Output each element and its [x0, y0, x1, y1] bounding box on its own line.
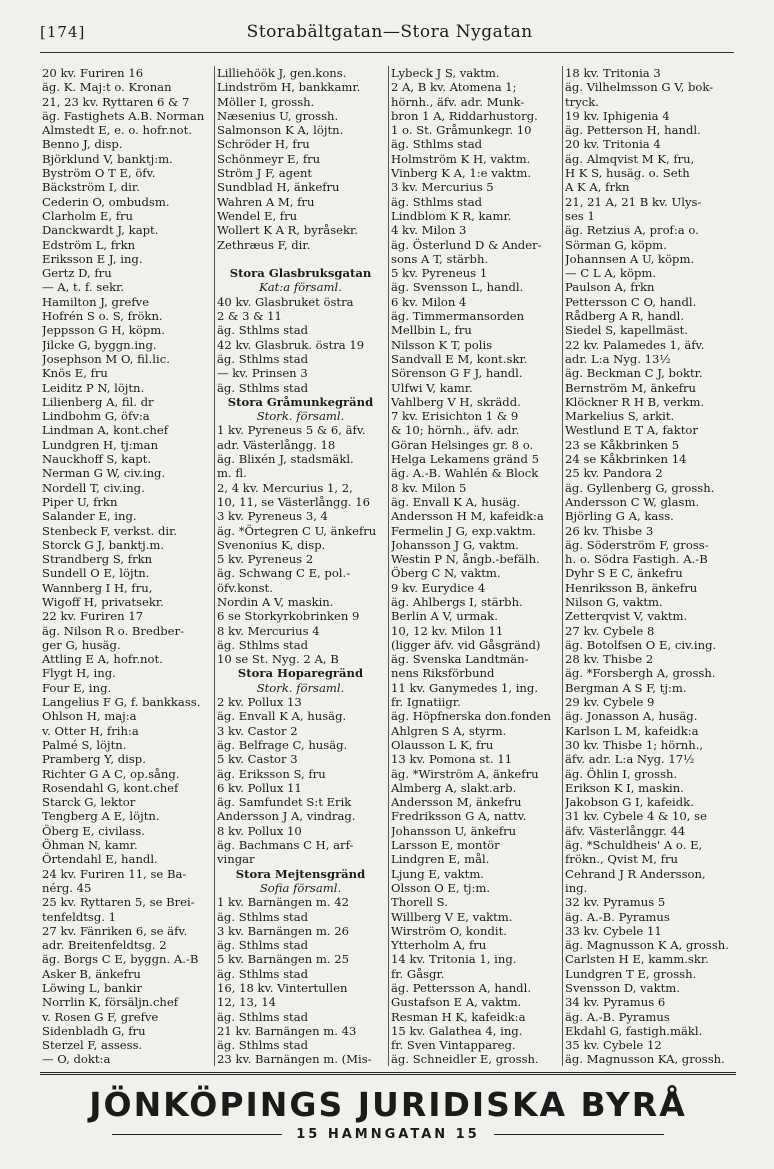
directory-entry: Stork. församl.	[256, 680, 345, 695]
directory-entry: fr. Gåsgr.	[391, 966, 445, 981]
directory-entry: 5 kv. Pyreneus 2	[217, 552, 314, 567]
directory-entry: äg. Pettersson A, handl.	[391, 981, 532, 995]
directory-entry: 8 kv. Milon 5	[391, 480, 467, 495]
directory-entry: 25 kv. Pandora 2	[565, 466, 663, 481]
directory-entry: Fredriksson G A, nattv.	[391, 809, 527, 824]
directory-entry: Westin P N, ångb.-befälh.	[391, 552, 540, 567]
directory-entry: Siedel S, kapellmäst.	[565, 323, 688, 338]
directory-entry: 3 kv. Mercurius 5	[391, 180, 494, 195]
directory-entry: Lybeck J S, vaktm.	[391, 66, 500, 80]
directory-entry: Mellbin L, fru	[391, 323, 472, 338]
left-rule	[112, 1134, 282, 1135]
directory-entry: Palmé S, löjtn.	[42, 737, 127, 752]
directory-entry: äg. Blixén J, stadsmäkl.	[217, 452, 354, 467]
directory-entry: äg. Magnusson K A, grossh.	[565, 938, 729, 953]
directory-entry: Ekdahl G, fastigh.mäkl.	[565, 1023, 703, 1038]
directory-entry: Storck G J, banktj.m.	[42, 537, 165, 552]
right-rule	[494, 1134, 664, 1135]
directory-entry: Thorell S.	[391, 895, 448, 910]
directory-entry: äg. Jonasson A, husäg.	[565, 709, 698, 724]
directory-entry: Wahren A M, fru	[217, 194, 315, 209]
directory-entry: Salander E, ing.	[42, 509, 137, 524]
directory-entry: Olausson L K, fru	[391, 737, 494, 752]
directory-entry: adr. L:a Nyg. 13½	[565, 351, 671, 366]
directory-entry: äg. Bachmans C H, arf-	[217, 838, 354, 853]
directory-entry: äg. Samfundet S:t Erik	[217, 795, 352, 810]
directory-entry: Svensson D, vaktm.	[565, 981, 680, 995]
directory-entry: äg. Sthlms stad	[217, 637, 309, 652]
directory-entry: 40 kv. Glasbruket östra	[217, 294, 354, 309]
directory-entry: äg. A.-B. Wahlén & Block	[391, 466, 539, 481]
directory-entry: äg. *Örtegren C U, änkefru	[217, 523, 377, 538]
directory-entry: Piper U, frkn	[42, 494, 118, 509]
directory-entry: 20 kv. Furiren 16	[42, 66, 144, 80]
directory-entry: äg. Söderström F, gross-	[565, 537, 709, 552]
directory-entry: äg. K. Maj:t o. Kronan	[42, 80, 172, 95]
directory-entry: 1 o. St. Gråmunkegr. 10	[391, 123, 532, 138]
directory-entry: 13 kv. Pomona st. 11	[391, 752, 513, 767]
directory-entry: Markelius S, arkit.	[565, 409, 675, 424]
directory-entry: Ljung E, vaktm.	[391, 866, 484, 881]
directory-entry: Richter G A C, op.sång.	[42, 766, 180, 781]
directory-entry: Öberg E, civilass.	[42, 823, 145, 838]
directory-entry: 8 kv. Pollux 10	[217, 823, 302, 838]
directory-entry: 42 kv. Glasbruk. östra 19	[217, 337, 365, 352]
directory-entry: Salmonson K A, löjtn.	[217, 123, 344, 138]
directory-entry: h. o. Södra Fastigh. A.-B	[565, 552, 708, 567]
directory-entry: Johannsen A U, köpm.	[565, 251, 695, 266]
directory-entry: öfv.konst.	[217, 580, 273, 595]
directory-entry: Lindblom K R, kamr.	[391, 208, 512, 223]
directory-entry: Jakobson G I, kafeidk.	[565, 795, 694, 810]
column-3	[388, 66, 562, 1066]
directory-entry: — O, dokt:a	[42, 1052, 111, 1066]
directory-entry: Ohlson H, maj:a	[42, 709, 137, 724]
directory-entry: Clarholm E, fru	[42, 208, 134, 223]
directory-entry: äg. Sthlms stad	[217, 1009, 309, 1024]
directory-entry: hörnh., äfv. adr. Munk-	[391, 94, 525, 109]
directory-entry: äg. Eriksson S, fru	[217, 766, 326, 781]
directory-entry: Cehrand J R Andersson,	[565, 866, 706, 881]
directory-entry: Pettersson C O, handl.	[565, 294, 697, 309]
directory-entry: Westlund E T A, faktor	[565, 423, 698, 438]
advertisement-address: 15 HAMNGATAN 15	[296, 1127, 480, 1142]
directory-entry: 10, 11, se Västerlångg. 16	[217, 494, 371, 509]
directory-entry: 22 kv. Palamedes 1, äfv.	[565, 337, 705, 352]
directory-entry: äg. Botolfsen O E, civ.ing.	[565, 637, 717, 652]
directory-entry: Benno J, disp.	[42, 137, 123, 152]
directory-entry: äg. Sthlms stad	[217, 351, 309, 366]
directory-entry: 20 kv. Tritonia 4	[565, 137, 661, 152]
directory-entry: Löwing L, bankir	[42, 981, 143, 995]
directory-entry: v. Rosen G F, grefve	[42, 1009, 159, 1024]
directory-entry: äg. Sthlms stad	[217, 1038, 309, 1053]
directory-entry: Zethræus F, dir.	[217, 237, 311, 252]
directory-entry: 33 kv. Cybele 11	[565, 923, 662, 938]
directory-entry: Wannberg I H, fru,	[42, 580, 153, 595]
directory-entry: Lindström H, bankkamr.	[217, 80, 361, 95]
directory-entry: Vinberg K A, 1:e vaktm.	[391, 166, 532, 181]
directory-entry: Sterzel F, assess.	[42, 1038, 143, 1053]
directory-columns	[40, 66, 736, 1066]
directory-entry: Ytterholm A, fru	[391, 938, 487, 953]
directory-entry: äg. *Wirström A, änkefru	[391, 766, 539, 781]
directory-entry: äg. Beckman C J, boktr.	[565, 366, 703, 381]
directory-entry: tryck.	[565, 94, 599, 109]
directory-entry: Asker B, änkefru	[42, 966, 141, 981]
directory-entry: Sörman G, köpm.	[565, 237, 667, 252]
directory-entry: äg. A.-B. Pyramus	[565, 1009, 670, 1024]
directory-entry: Knös E, fru	[42, 366, 108, 381]
directory-entry: 34 kv. Pyramus 6	[565, 995, 666, 1010]
directory-entry: 3 kv. Barnängen m. 26	[217, 923, 350, 938]
directory-entry: 6 kv. Pollux 11	[217, 780, 302, 795]
directory-entry: 5 kv. Castor 3	[217, 752, 298, 767]
directory-entry: Schönmeyr E, fru	[217, 151, 321, 166]
directory-entry: äg. Österlund D & Ander-	[391, 237, 542, 252]
directory-entry: 31 kv. Cybele 4 & 10, se	[565, 809, 707, 824]
directory-entry: 23 kv. Barnängen m. (Mis-	[217, 1052, 372, 1066]
directory-entry: Klöckner R H B, verkm.	[565, 394, 705, 409]
directory-entry: Nauckhoff S, kapt.	[42, 452, 152, 467]
directory-entry: Næsenius U, grossh.	[217, 108, 339, 123]
directory-entry: Ahlgren S A, styrm.	[391, 723, 507, 738]
directory-entry: 5 kv. Pyreneus 1	[391, 266, 488, 281]
directory-entry: 6 kv. Milon 4	[391, 294, 467, 309]
directory-entry: frökn., Qvist M, fru	[565, 852, 678, 867]
directory-entry: & 10; hörnh., äfv. adr.	[391, 423, 520, 438]
directory-entry: 1 kv. Barnängen m. 42	[217, 895, 350, 910]
directory-entry: Berlin A V, urmak.	[391, 609, 498, 624]
directory-entry: H K S, husäg. o. Seth	[565, 166, 690, 181]
directory-entry: Öhman N, kamr.	[42, 838, 138, 853]
directory-entry: adr. Breitenfeldtsg. 2	[42, 938, 167, 953]
directory-entry: 12, 13, 14	[217, 995, 276, 1010]
directory-entry: Resman H K, kafeidk:a	[391, 1009, 526, 1024]
directory-entry: Ström J F, agent	[217, 166, 313, 181]
directory-entry: Tengberg A E, löjtn.	[42, 809, 160, 824]
directory-entry: Wirström O, kondit.	[391, 923, 507, 938]
directory-entry: 21 kv. Barnängen m. 43	[217, 1023, 357, 1038]
directory-entry: Gertz D, fru	[42, 266, 112, 281]
directory-entry: 6 se Storkyrkobrinken 9	[217, 609, 360, 624]
directory-entry: äg. Sthlms stad	[217, 966, 309, 981]
directory-entry: Lindgren E, mål.	[391, 852, 490, 867]
directory-entry: Andersson J A, vindrag.	[217, 809, 356, 824]
directory-entry: äg. Petterson H, handl.	[565, 123, 701, 138]
directory-entry: Helga Lekamens gränd 5	[391, 452, 539, 467]
directory-entry: äg. Vilhelmsson G V, bok-	[565, 80, 714, 95]
directory-entry: äfv. Västerlånggr. 44	[565, 823, 686, 838]
directory-entry: 1 kv. Pyreneus 5 & 6, äfv.	[217, 423, 366, 438]
directory-entry: Carlsten H E, kamm.skr.	[565, 952, 709, 967]
directory-entry: Norrlin K, försäljn.chef	[42, 995, 179, 1010]
directory-entry: äg. Sthlms stad	[217, 323, 309, 338]
directory-entry: äg. *Schuldheis' A o. E,	[565, 838, 703, 853]
directory-entry: Danckwardt J, kapt.	[42, 223, 159, 238]
directory-entry: Bäckström I, dir.	[42, 180, 140, 195]
directory-entry: Fermelin J G, exp.vaktm.	[391, 523, 537, 538]
directory-entry: 2 kv. Pollux 13	[217, 695, 302, 710]
directory-entry: äg. Schneidler E, grossh.	[391, 1052, 539, 1066]
column-4	[562, 66, 736, 1066]
directory-entry: 2, 4 kv. Mercurius 1, 2,	[217, 480, 353, 495]
directory-entry: — C L A, köpm.	[565, 266, 657, 281]
directory-entry: nérg. 45	[42, 880, 92, 895]
directory-entry: Sörenson G F J, handl.	[391, 366, 523, 381]
directory-entry: Byström O T E, öfv.	[42, 166, 156, 181]
column-2	[214, 66, 388, 1066]
directory-entry: Sandvall E M, kont.skr.	[391, 351, 528, 366]
directory-entry: Sundell O E, löjtn.	[42, 566, 150, 581]
directory-entry: äg. Envall K A, husäg.	[391, 494, 521, 509]
directory-entry: 22 kv. Furiren 17	[42, 609, 144, 624]
directory-entry: äg. A.-B. Pyramus	[565, 909, 670, 924]
directory-entry: Leiditz P N, löjtn.	[42, 380, 145, 395]
directory-entry: äg. Sthlms stad	[217, 938, 309, 953]
directory-entry: Andersson M, änkefru	[391, 795, 522, 810]
directory-entry: 27 kv. Cybele 8	[565, 623, 655, 638]
directory-entry: Nilsson K T, polis	[391, 337, 493, 352]
directory-entry: 27 kv. Fänriken 6, se äfv.	[42, 923, 188, 938]
directory-entry: bron 1 A, Riddarhustorg.	[391, 108, 538, 123]
directory-entry: äg. Borgs C E, byggn. A.-B	[42, 952, 199, 967]
directory-entry: Rådberg A R, handl.	[565, 309, 685, 324]
directory-entry: 26 kv. Thisbe 3	[565, 523, 654, 538]
directory-entry: adr. Västerlångg. 18	[217, 437, 336, 452]
directory-entry: Wendel E, fru	[217, 208, 298, 223]
directory-entry: Stora Glasbruksgatan	[229, 266, 372, 281]
directory-entry: Larsson E, montör	[391, 838, 500, 853]
directory-entry: 3 kv. Pyreneus 3, 4	[217, 509, 328, 524]
directory-entry: Stora Gråmunkegränd	[227, 394, 374, 409]
directory-entry: Karlson L M, kafeidk:a	[565, 723, 699, 738]
advertisement-title: JÖNKÖPINGS JURIDISKA BYRÅ	[89, 1085, 687, 1124]
directory-entry: Langelius F G, f. bankkass.	[42, 695, 201, 710]
directory-entry: Sidenbladh G, fru	[42, 1023, 146, 1038]
directory-entry: 24 se Kåkbrinken 14	[565, 452, 687, 467]
directory-entry: Dyhr S E C, änkefru	[565, 566, 683, 581]
directory-entry: Johansson U, änkefru	[391, 823, 517, 838]
directory-entry: Erikson K I, maskin.	[565, 780, 684, 795]
directory-entry: äg. Sthlms stad	[217, 909, 309, 924]
directory-entry: 16, 18 kv. Vintertullen	[217, 981, 348, 995]
directory-entry: Kat:a församl.	[259, 280, 342, 295]
directory-entry: Nerman G W, civ.ing.	[42, 466, 166, 481]
directory-entry: 21, 21 A, 21 B kv. Ulys-	[565, 194, 702, 209]
directory-entry: Gustafson E A, vaktm.	[391, 995, 522, 1010]
directory-entry: — A, t. f. sekr.	[42, 280, 125, 295]
directory-entry: Vahlberg V H, skrädd.	[391, 394, 521, 409]
directory-entry: 28 kv. Thisbe 2	[565, 652, 654, 667]
page-header	[40, 22, 734, 53]
directory-entry: Andersson C W, glasm.	[565, 494, 700, 509]
page-number: [174]	[40, 23, 86, 41]
directory-entry: 5 kv. Barnängen m. 25	[217, 952, 350, 967]
directory-entry: 15 kv. Galathea 4, ing.	[391, 1023, 523, 1038]
directory-entry: 2 & 3 & 11	[217, 309, 282, 324]
directory-entry: äg. Höpfnerska don.fonden	[391, 709, 551, 724]
directory-entry: Lindbohm G, öfv:a	[42, 409, 150, 424]
directory-entry: Paulson A, frkn	[565, 280, 655, 295]
directory-entry: äg. Belfrage C, husäg.	[217, 737, 348, 752]
directory-entry: Four E, ing.	[42, 680, 112, 695]
directory-entry: 30 kv. Thisbe 1; hörnh.,	[565, 737, 704, 752]
directory-entry: äg. Fastighets A.B. Norman	[42, 108, 205, 123]
directory-entry: 29 kv. Cybele 9	[565, 695, 655, 710]
directory-entry: äg. *Forsbergh A, grossh.	[565, 666, 716, 681]
directory-entry: Holmström K H, vaktm.	[391, 151, 531, 166]
directory-entry: äg. Nilson R o. Bredber-	[42, 623, 184, 638]
directory-entry: äg. Sthlms stad	[391, 194, 483, 209]
directory-entry: Hamilton J, grefve	[42, 294, 150, 309]
directory-entry: äg. Magnusson KA, grossh.	[565, 1052, 725, 1066]
directory-entry: Henriksson B, änkefru	[565, 580, 698, 595]
directory-entry: Josephson M O, fil.lic.	[42, 351, 170, 366]
directory-entry: Attling E A, hofr.not.	[42, 652, 163, 667]
directory-entry: Willberg V E, vaktm.	[391, 909, 513, 924]
directory-entry: Sundblad H, änkefru	[217, 180, 340, 195]
directory-entry: 10, 12 kv. Milon 11	[391, 623, 504, 638]
directory-entry: Olsson O E, tj:m.	[391, 880, 491, 895]
directory-entry	[217, 252, 384, 266]
directory-entry: Flygt H, ing.	[42, 666, 116, 681]
directory-entry: Nordin A V, maskin.	[217, 594, 334, 609]
directory-entry: Nilson G, vaktm.	[565, 594, 663, 609]
directory-entry: Öberg C N, vaktm.	[391, 566, 501, 581]
directory-entry: Zetterqvist V, vaktm.	[565, 609, 688, 624]
directory-entry: Björklund V, banktj:m.	[42, 151, 173, 166]
directory-entry: 3 kv. Castor 2	[217, 723, 298, 738]
directory-entry: Hofrén S o. S, frökn.	[42, 309, 163, 324]
directory-entry: 35 kv. Cybele 12	[565, 1038, 662, 1053]
directory-entry: 10 se St. Nyg. 2 A, B	[217, 652, 339, 667]
directory-entry: 2 A, B kv. Atomena 1;	[391, 80, 517, 95]
directory-entry: 25 kv. Ryttaren 5, se Brei-	[42, 895, 195, 910]
advertisement-banner	[40, 1072, 736, 1141]
directory-entry: äg. Svenska Landtmän-	[391, 652, 529, 667]
directory-entry: ses 1	[565, 208, 595, 223]
directory-entry: Lilliehöök J, gen.kons.	[217, 66, 347, 80]
directory-entry: Lundgren T E, grossh.	[565, 966, 697, 981]
directory-entry: Andersson H M, kafeidk:a	[391, 509, 544, 524]
directory-entry: Sofia församl.	[259, 880, 342, 895]
directory-entry: 18 kv. Tritonia 3	[565, 66, 661, 80]
directory-entry: äg. Envall K A, husäg.	[217, 709, 347, 724]
directory-entry: ger G, husäg.	[42, 637, 121, 652]
directory-entry: fr. Ignatiigr.	[391, 695, 461, 710]
directory-entry: sons A T, stärbh.	[391, 251, 489, 266]
advertisement-address-row	[40, 1127, 736, 1142]
directory-entry: Lilienberg A, fil. dr	[42, 394, 154, 409]
directory-entry: vingar	[217, 852, 255, 867]
directory-entry: Bergman A S F, tj:m.	[565, 680, 687, 695]
directory-entry: fr. Sven Vintappareg.	[391, 1038, 516, 1053]
directory-entry: Jeppsson G H, köpm.	[42, 323, 165, 338]
directory-entry: Bernström M, änkefru	[565, 380, 697, 395]
directory-entry: Strandberg S, frkn	[42, 552, 153, 567]
directory-entry: v. Otter H, frih:a	[42, 723, 139, 738]
directory-entry: Göran Helsinges gr. 8 o.	[391, 437, 534, 452]
directory-entry: 9 kv. Eurydice 4	[391, 580, 486, 595]
directory-entry: äg. Timmermansorden	[391, 309, 525, 324]
directory-entry: Nordell T, civ.ing.	[42, 480, 145, 495]
directory-entry: 19 kv. Iphigenia 4	[565, 108, 670, 123]
directory-entry: äg. Gyllenberg G, grossh.	[565, 480, 715, 495]
directory-entry: (ligger äfv. vid Gåsgränd)	[391, 637, 541, 652]
directory-entry: Schröder H, fru	[217, 137, 310, 152]
directory-entry: Björling G A, kass.	[565, 509, 674, 524]
directory-entry: Johansson J G, vaktm.	[391, 537, 519, 552]
directory-entry: Möller I, grossh.	[217, 94, 315, 109]
directory-entry: äg. Schwang C E, pol.-	[217, 566, 351, 581]
directory-entry: äfv. adr. L:a Nyg. 17½	[565, 752, 695, 767]
directory-entry: Almberg A, slakt.arb.	[391, 780, 517, 795]
directory-entry: Cederin O, ombudsm.	[42, 194, 170, 209]
directory-entry: Stenbeck F, verkst. dir.	[42, 523, 178, 538]
directory-entry: 23 se Kåkbrinken 5	[565, 437, 680, 452]
directory-entry: ing.	[565, 880, 588, 895]
directory-entry: Starck G, lektor	[42, 795, 136, 810]
directory-entry: äg. Sthlms stad	[217, 380, 309, 395]
directory-entry: Pramberg Y, disp.	[42, 752, 146, 767]
directory-entry: Stora Hoparegränd	[237, 666, 364, 681]
directory-entry: Rosendahl G, kont.chef	[42, 780, 179, 795]
directory-entry: äg. Sthlms stad	[391, 137, 483, 152]
directory-entry: 14 kv. Tritonia 1, ing.	[391, 952, 517, 967]
directory-entry: 4 kv. Milon 3	[391, 223, 467, 238]
directory-entry: 8 kv. Mercurius 4	[217, 623, 320, 638]
directory-entry: Almstedt E, e. o. hofr.not.	[42, 123, 193, 138]
directory-entry: m. fl.	[217, 466, 247, 481]
directory-entry: äg. Öhlin I, grossh.	[565, 766, 678, 781]
directory-entry: 24 kv. Furiren 11, se Ba-	[42, 866, 187, 881]
directory-entry: A K A, frkn	[565, 180, 630, 195]
directory-entry: Örtendahl E, handl.	[42, 852, 158, 867]
directory-entry: Eriksson E J, ing.	[42, 251, 143, 266]
directory-entry: 7 kv. Erisichton 1 & 9	[391, 409, 519, 424]
running-title: Storabältgatan—Stora Nygatan	[246, 22, 533, 42]
directory-entry: Ulfwi V, kamr.	[391, 380, 473, 395]
directory-entry: Jilcke G, byggn.ing.	[42, 337, 157, 352]
directory-entry: nens Riksförbund	[391, 666, 495, 681]
column-1	[40, 66, 214, 1066]
directory-entry: äg. Almqvist M K, fru,	[565, 151, 695, 166]
directory-entry: Wigoff H, privatsekr.	[42, 594, 164, 609]
directory-entry: — kv. Prinsen 3	[217, 366, 308, 381]
directory-entry: Edström L, frkn	[42, 237, 136, 252]
directory-entry: Stork. församl.	[256, 409, 345, 424]
directory-entry: 11 kv. Ganymedes 1, ing.	[391, 680, 538, 695]
directory-entry: Wollert K A R, byråsekr.	[217, 223, 358, 238]
directory-entry: tenfeldtsg. 1	[42, 909, 117, 924]
directory-entry: Svenonius K, disp.	[217, 537, 326, 552]
directory-entry: äg. Ahlbergs I, stärbh.	[391, 594, 523, 609]
directory-entry: 21, 23 kv. Ryttaren 6 & 7	[42, 94, 190, 109]
directory-entry: äg. Svensson L, handl.	[391, 280, 524, 295]
directory-entry: Stora Mejtensgränd	[235, 866, 366, 881]
directory-entry: äg. Retzius A, prof:a o.	[565, 223, 699, 238]
directory-entry: Lundgren H, tj:man	[42, 437, 159, 452]
directory-entry: Lindman A, kont.chef	[42, 423, 169, 438]
directory-entry: 32 kv. Pyramus 5	[565, 895, 666, 910]
